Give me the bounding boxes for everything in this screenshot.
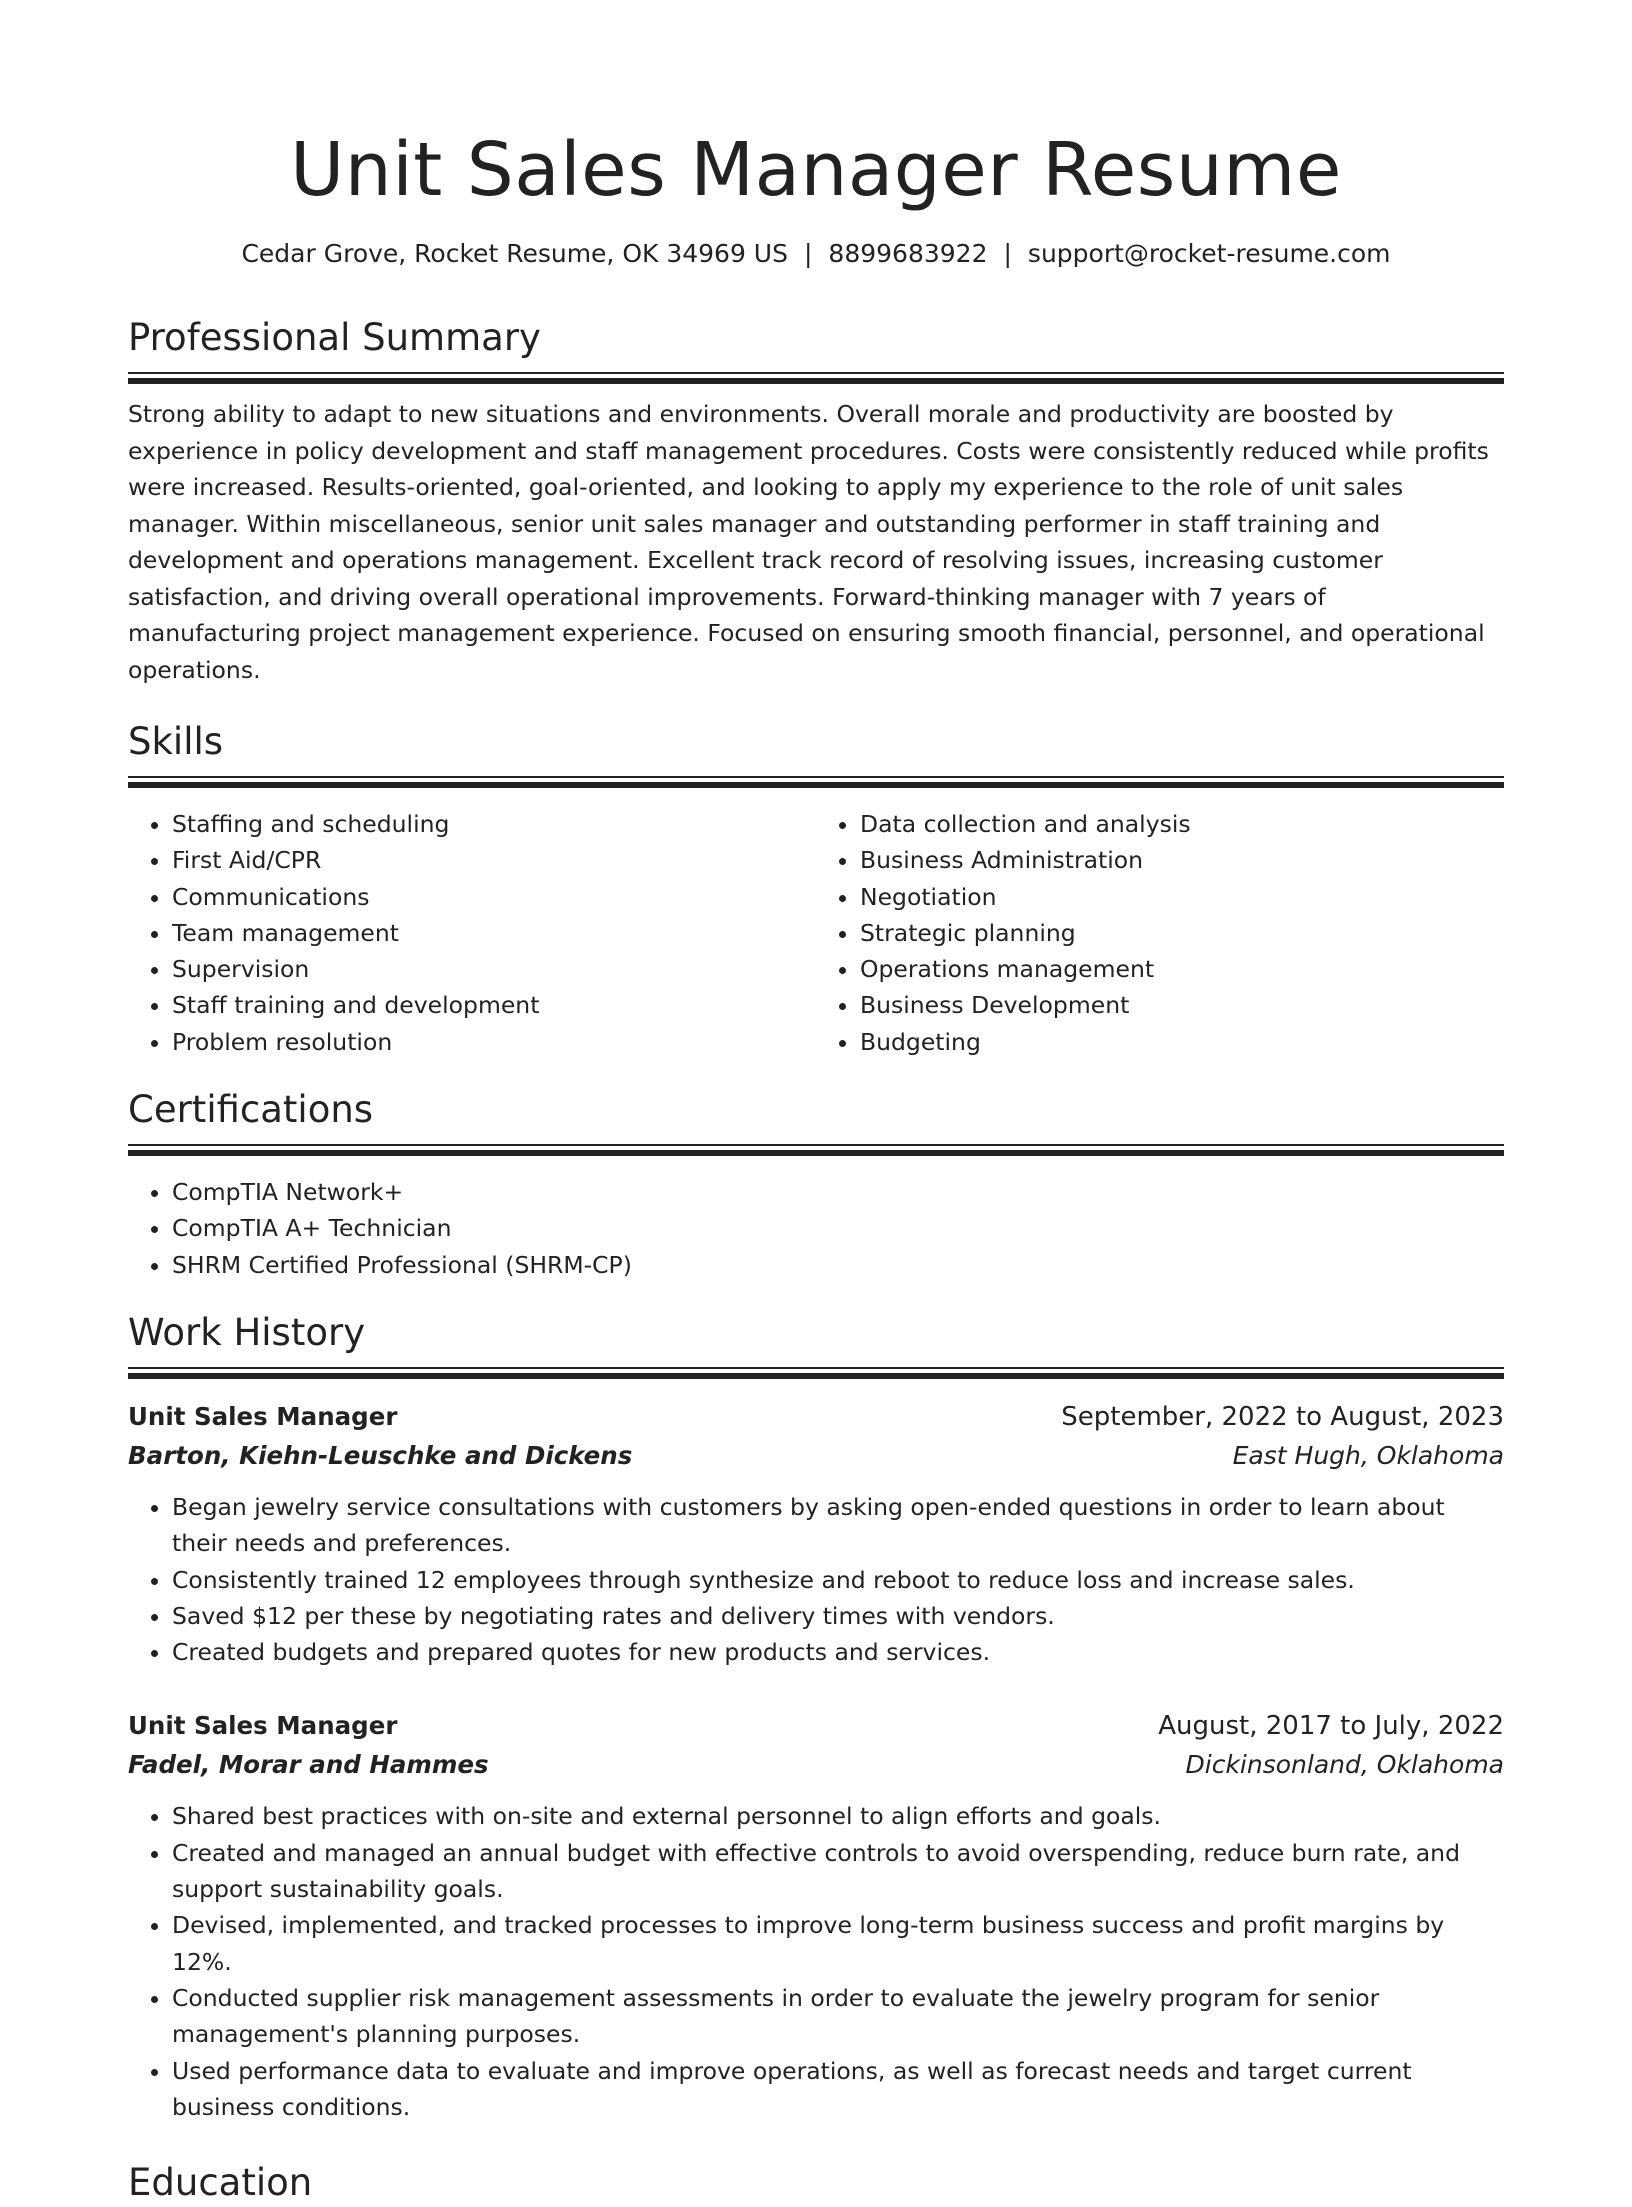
skills-section — [128, 718, 1504, 1060]
job-title: Unit Sales Manager — [128, 1711, 398, 1741]
skills-columns — [128, 806, 1504, 1060]
job-duty-item: • Conducted supplier risk management assessments in order to evaluate the jewelry program for senior management's planning purposes. — [172, 1980, 1504, 2053]
skill-item: • First Aid/CPR — [172, 842, 816, 878]
job-entry — [128, 1397, 1504, 1670]
skill-item: • Business Administration — [860, 842, 1504, 878]
job-duty-item: • Saved $12 per these by negotiating rates and delivery times with vendors. — [172, 1598, 1504, 1634]
skill-item: • Business Development — [860, 987, 1504, 1023]
job-duty-item: • Used performance data to evaluate and improve operations, as well as forecast needs and target current business conditions. — [172, 2053, 1504, 2126]
job-title: Unit Sales Manager — [128, 1401, 398, 1431]
certification-item: • SHRM Certified Professional (SHRM-CP) — [172, 1247, 1504, 1283]
resume-title: Unit Sales Manager Resume — [290, 127, 1342, 213]
job-company: Barton, Kiehn-Leuschke and Dickens — [128, 1440, 633, 1470]
job-duties-list — [128, 1489, 1504, 1670]
job-duty-item: • Consistently trained 12 employees through synthesize and reboot to reduce loss and increase sales. — [172, 1562, 1504, 1598]
job-company-row — [128, 1437, 1504, 1475]
skill-item: • Team management — [172, 915, 816, 951]
job-duty-item: • Began jewelry service consultations with customers by asking open-ended questions in order to learn about their needs and preferences. — [172, 1489, 1504, 1562]
skill-item: • Operations management — [860, 951, 1504, 987]
contact-phone: 8899683922 — [828, 239, 988, 268]
summary-text: Strong ability to adapt to new situations and environments. Overall morale and productivity are boosted by experience in policy development and staff management procedures. Costs were consistently reduced while profits were increased. Results-oriented, goal-oriented, and looking to apply my experience to the role of unit sales manager. Within miscellaneous, senior unit sales manager and outstanding performer in staff training and development and operations management. Excellent track record of resolving issues, increasing customer satisfaction, and driving overall operational improvements. Forward-thinking manager with 7 years of manufacturing project management experience. Focused on ensuring smooth financial, personnel, and operational operations. — [128, 400, 1489, 684]
job-header-row — [128, 1706, 1504, 1746]
skill-item: • Staffing and scheduling — [172, 806, 816, 842]
contact-separator: | — [1003, 239, 1012, 268]
job-location: Dickinsonland, Oklahoma — [1185, 1750, 1504, 1780]
job-entry — [128, 1706, 1504, 2125]
section-divider — [128, 1144, 1504, 1156]
contact-separator: | — [803, 239, 813, 268]
section-heading-skills: Skills — [128, 720, 224, 763]
certification-item: • CompTIA Network+ — [172, 1174, 1504, 1210]
job-header-row — [128, 1397, 1504, 1437]
job-duty-item: • Shared best practices with on-site and external personnel to align efforts and goals. — [172, 1798, 1504, 1834]
job-duties-list — [128, 1798, 1504, 2125]
contact-line — [128, 236, 1504, 272]
section-heading-summary: Professional Summary — [128, 316, 541, 359]
job-duty-item: • Created budgets and prepared quotes for new products and services. — [172, 1634, 1504, 1670]
section-divider — [128, 372, 1504, 384]
certifications-list — [128, 1174, 1504, 1283]
job-dates: September, 2022 to August, 2023 — [1061, 1401, 1504, 1432]
section-heading-certifications: Certifications — [128, 1088, 374, 1132]
professional-summary-section — [128, 314, 1504, 688]
job-company-row — [128, 1746, 1504, 1784]
skill-item: • Strategic planning — [860, 915, 1504, 951]
skill-item: • Communications — [172, 879, 816, 915]
resume-page — [128, 0, 1504, 2207]
skills-list-right — [816, 806, 1504, 1060]
job-company: Fadel, Morar and Hammes — [128, 1750, 489, 1780]
education-section — [128, 2159, 1504, 2207]
job-duty-item: • Created and managed an annual budget with effective controls to avoid overspending, reduce burn rate, and support sustainability goals. — [172, 1835, 1504, 1908]
contact-email: support@rocket-resume.com — [1027, 239, 1391, 268]
job-location: East Hugh, Oklahoma — [1232, 1440, 1504, 1470]
contact-address: Cedar Grove, Rocket Resume, OK 34969 US — [241, 239, 788, 268]
section-heading-work-history: Work History — [128, 1310, 366, 1354]
skill-item: • Problem resolution — [172, 1024, 816, 1060]
section-divider — [128, 776, 1504, 788]
section-divider — [128, 1367, 1504, 1379]
skill-item: • Supervision — [172, 951, 816, 987]
skill-item: • Data collection and analysis — [860, 806, 1504, 842]
section-heading-education: Education — [128, 2161, 313, 2205]
skills-list-left — [128, 806, 816, 1060]
skill-item: • Staff training and development — [172, 987, 816, 1023]
job-dates: August, 2017 to July, 2022 — [1158, 1711, 1504, 1742]
skill-item: • Budgeting — [860, 1024, 1504, 1060]
work-history-section — [128, 1309, 1504, 2125]
skill-item: • Negotiation — [860, 879, 1504, 915]
certification-item: • CompTIA A+ Technician — [172, 1210, 1504, 1246]
job-duty-item: • Devised, implemented, and tracked processes to improve long-term business success and profit margins by 12%. — [172, 1907, 1504, 1980]
certifications-section — [128, 1086, 1504, 1283]
